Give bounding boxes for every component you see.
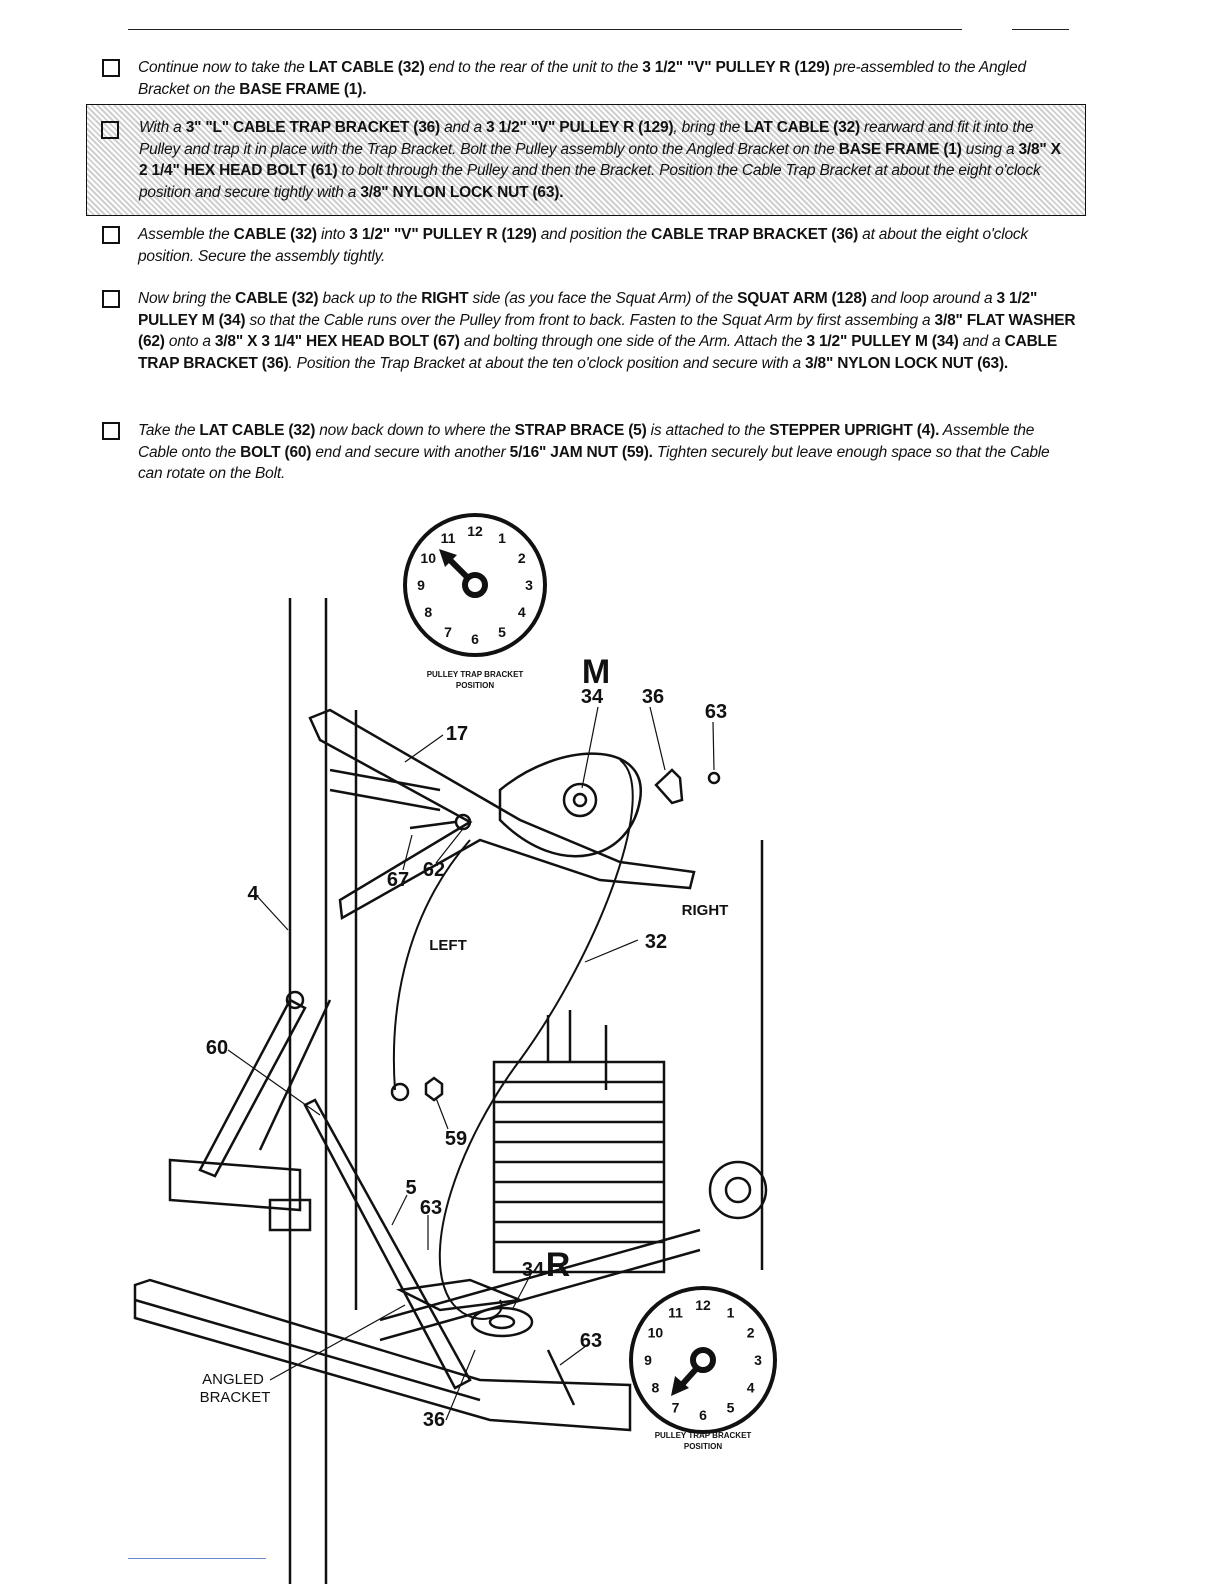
step-part-label: LAT CABLE (32)	[308, 59, 425, 76]
step-part-label: STRAP BRACE (5)	[514, 422, 647, 439]
step-part-label: CABLE (32)	[233, 226, 317, 243]
label-62: 62	[422, 859, 446, 881]
step-text-segment: rearward and fit it into the Pulley and trap it in place with the Trap Bracket. Bolt the Pulley assembly onto the Angled Bracket on the	[139, 119, 1034, 158]
clock-number: 5	[726, 1399, 735, 1416]
step-part-label: 3 1/2" "V" PULLEY R (129)	[486, 119, 674, 136]
clock-number: 3	[754, 1352, 762, 1368]
label-63-mid: 63	[419, 1197, 443, 1219]
label-5: 5	[405, 1177, 417, 1199]
step-text-segment: using a	[961, 140, 1019, 158]
clock-number: 6	[471, 631, 479, 647]
letter-r: R	[545, 1246, 571, 1284]
clock-number: 2	[517, 550, 526, 566]
cable-end-icon	[392, 1084, 408, 1100]
step-text-segment: Take the	[138, 422, 200, 439]
step-part-label: 3/8" FLAT WASHER (62)	[138, 311, 1076, 350]
step-text-segment: end and secure with another	[311, 443, 510, 461]
clock-caption-top-2: POSITION	[455, 681, 495, 690]
clock-number: 11	[440, 530, 456, 547]
step-text-segment: back up to the	[318, 290, 422, 307]
clock-number: 12	[467, 523, 483, 539]
step-part-label: 3 1/2" "V" PULLEY R (129)	[642, 59, 830, 76]
step-part-label: 3 1/2" PULLEY M (34)	[806, 333, 959, 350]
clock-number: 9	[417, 577, 425, 593]
step-part-label: CABLE (32)	[235, 290, 319, 307]
step-part-label: BOLT (60)	[240, 443, 312, 461]
step-part-label: 3 1/2" "V" PULLEY R (129)	[349, 226, 537, 243]
step-text-segment: at about the eight o'clock position. Secure the assembly tightly.	[138, 226, 1028, 265]
step-part-label: 3/8" NYLON LOCK NUT (63).	[360, 183, 564, 201]
weight-stack	[494, 1010, 664, 1272]
lat-cable	[394, 760, 633, 1319]
clock-number: 10	[647, 1324, 664, 1341]
label-60: 60	[205, 1037, 229, 1059]
step-text-segment: end to the rear of the unit to the	[424, 59, 643, 76]
step-text-segment: and position the	[536, 226, 652, 243]
step-part-label: RIGHT	[421, 290, 469, 307]
clock-number: 5	[498, 623, 506, 640]
step-text-segment: Assemble the	[138, 226, 234, 243]
step-part-label: 3/8" NYLON LOCK NUT (63).	[805, 354, 1009, 372]
clock-number: 3	[525, 577, 533, 593]
clock-number: 7	[444, 623, 452, 640]
step-part-label: 3/8" X 2 1/4" HEX HEAD BOLT (61)	[139, 140, 1061, 179]
clock-caption-top-1: PULLEY TRAP BRACKET	[426, 670, 524, 679]
step-part-label: BASE FRAME (1)	[838, 140, 962, 158]
clock-number: 8	[424, 604, 433, 620]
label-34-top: 34	[580, 686, 604, 708]
step-part-label: LAT CABLE (32)	[744, 119, 860, 136]
step-text-segment: With a	[139, 119, 186, 136]
step-text-segment: now back down to where the	[315, 422, 515, 439]
label-63-top: 63	[704, 701, 728, 723]
step-text-segment: is attached to the	[646, 422, 770, 439]
step-text-segment: Now bring the	[138, 290, 236, 307]
step-text-segment: onto a	[164, 333, 215, 350]
step-part-label: STEPPER UPRIGHT (4).	[769, 422, 940, 439]
clock-number: 9	[644, 1352, 652, 1368]
label-63-bot: 63	[579, 1330, 603, 1352]
label-34-bot: 34	[521, 1259, 545, 1281]
step-text-segment: Assemble the Cable onto the	[138, 422, 1035, 461]
step-part-label: CABLE TRAP BRACKET (36)	[138, 333, 1057, 372]
stepper-cylinders	[170, 992, 330, 1230]
pulley-m-icon	[564, 784, 596, 816]
label-36-bot: 36	[422, 1409, 446, 1431]
clock-number: 11	[668, 1304, 683, 1321]
label-32: 32	[644, 931, 668, 953]
clock-number: 4	[517, 604, 526, 620]
clock-number: 7	[671, 1399, 680, 1416]
clock-ten-oclock	[405, 515, 545, 655]
letter-m: M	[581, 653, 611, 691]
clock-number: 12	[695, 1297, 711, 1313]
clock-number: 1	[726, 1304, 735, 1321]
side-pulley-icon	[710, 1162, 766, 1218]
step-part-label: 5/16" JAM NUT (59).	[509, 443, 653, 461]
step-part-label: SQUAT ARM (128)	[737, 290, 867, 307]
step-text-segment: Tighten securely but leave enough space so that the Cable can rotate on the Bolt.	[138, 443, 1050, 482]
step-part-label: BASE FRAME (1).	[239, 80, 367, 98]
label-4: 4	[247, 883, 259, 905]
clock-number: 8	[651, 1379, 660, 1396]
step-text-segment: , bring the	[673, 119, 745, 136]
step-part-label: 3 1/2" PULLEY M (34)	[138, 290, 1038, 329]
step-text-segment: and a	[440, 119, 487, 136]
clock-caption-bot-1: PULLEY TRAP BRACKET	[654, 1431, 752, 1440]
clock-eight-oclock	[631, 1288, 775, 1432]
label-36-top: 36	[641, 686, 665, 708]
jam-nut-59-icon	[426, 1078, 442, 1100]
label-17: 17	[445, 723, 469, 745]
clock-number: 10	[420, 550, 436, 566]
step-text-segment: and loop around a	[866, 290, 997, 307]
step-text-segment: to bolt through the Pulley and then the Bracket. Position the Cable Trap Bracket at about the eight o'clock position and secure tightly with a	[139, 162, 1041, 201]
step-text-segment: so that the Cable runs over the Pulley from front to back. Fasten to the Squat Arm by first assembing a	[245, 311, 935, 329]
step-part-label: 3" "L" CABLE TRAP BRACKET (36)	[185, 119, 441, 136]
label-left: LEFT	[429, 937, 467, 954]
step-part-label: CABLE TRAP BRACKET (36)	[651, 226, 859, 243]
label-59: 59	[444, 1128, 468, 1150]
label-67: 67	[386, 869, 410, 891]
step-part-label: 3/8" X 3 1/4" HEX HEAD BOLT (67)	[214, 333, 460, 350]
label-angled: ANGLED	[202, 1371, 264, 1388]
step-text-segment: side (as you face the Squat Arm) of the	[468, 290, 738, 307]
clock-number: 6	[699, 1407, 707, 1423]
step-part-label: LAT CABLE (32)	[199, 422, 316, 439]
step-text-segment: into	[316, 226, 350, 243]
nut-63-top-icon	[709, 773, 719, 783]
step-text-segment: and a	[958, 333, 1005, 350]
bolt-67	[410, 822, 455, 828]
pulley-r-icon	[472, 1308, 532, 1336]
bottom-rule	[128, 1558, 266, 1559]
trap-bracket-top	[656, 770, 682, 803]
clock-number: 2	[746, 1324, 755, 1341]
label-bracket: BRACKET	[199, 1389, 271, 1406]
clock-caption-bot-2: POSITION	[683, 1442, 723, 1451]
clock-number: 1	[498, 530, 506, 547]
step-text-segment: pre-assembled to the Angled Bracket on the	[138, 59, 1026, 98]
label-right: RIGHT	[681, 902, 729, 919]
step-text-segment: . Position the Trap Bracket at about the ten o'clock position and secure with a	[288, 354, 806, 372]
clock-number: 4	[746, 1379, 755, 1396]
step-text-segment: Continue now to take the	[138, 59, 309, 76]
step-text-segment: and bolting through one side of the Arm. Attach the	[459, 333, 807, 350]
